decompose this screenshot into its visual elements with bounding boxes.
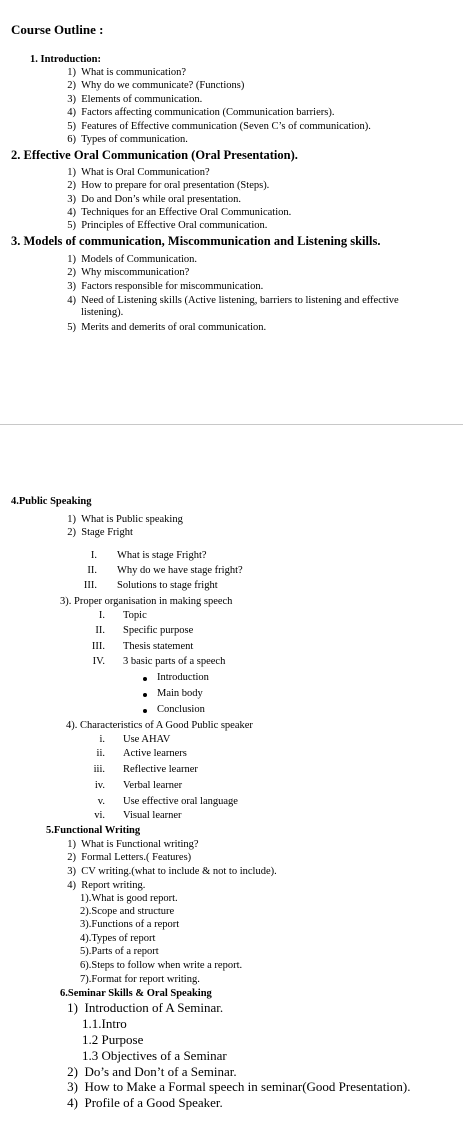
list-item: 1) What is Functional writing? <box>67 839 199 850</box>
bullet-icon <box>143 677 147 681</box>
list-item-text: Use effective oral language <box>123 796 238 807</box>
list-item: 1) Introduction of A Seminar. <box>67 1000 224 1015</box>
list-item-text: What is stage Fright? <box>117 550 207 561</box>
roman-numeral: iii. <box>93 764 105 775</box>
list-item: 4). Characteristics of A Good Public speaker <box>66 720 253 731</box>
section-4-heading: 4.Public Speaking <box>11 496 92 507</box>
list-item: 1.2 Purpose <box>82 1032 144 1047</box>
list-item: 1) Models of Communication. <box>67 254 198 265</box>
list-item-text: Thesis statement <box>123 641 194 652</box>
list-item: 7).Format for report writing. <box>80 974 200 985</box>
roman-numeral: II. <box>87 565 97 576</box>
roman-numeral: III. <box>91 641 105 652</box>
list-item: 6).Steps to follow when write a report. <box>80 960 243 971</box>
list-item: 4).Types of report <box>80 933 156 944</box>
list-item: 5) Principles of Effective Oral communication. <box>67 220 268 231</box>
roman-numeral: iv. <box>94 780 105 791</box>
list-item-text: Verbal learner <box>123 780 183 791</box>
roman-numeral: vi. <box>94 810 105 821</box>
roman-numeral: i. <box>99 734 105 745</box>
list-item: 1.3 Objectives of a Seminar <box>82 1048 227 1063</box>
list-item: 2) Why do we communicate? (Functions) <box>67 80 245 91</box>
list-item: 4) Need of Listening skills (Active listening, barriers to listening and effective <box>67 295 399 306</box>
list-item: 3) Do and Don’s while oral presentation. <box>67 194 242 205</box>
course-outline-title: Course Outline : <box>11 22 104 37</box>
list-item: 3) Factors responsible for miscommunication. <box>67 281 264 292</box>
list-item: 6) Types of communication. <box>67 134 188 145</box>
list-item: 4) Factors affecting communication (Communication barriers). <box>67 107 335 118</box>
list-item-text: Reflective learner <box>123 764 198 775</box>
list-item-text: Why do we have stage fright? <box>117 565 243 576</box>
list-item-text: Topic <box>123 610 147 621</box>
roman-numeral: IV. <box>92 656 105 667</box>
list-item-text: Visual learner <box>123 810 182 821</box>
list-item: 2) Stage Fright <box>67 527 133 538</box>
bullet-icon <box>143 709 147 713</box>
list-item: 4) Techniques for an Effective Oral Communication. <box>67 207 292 218</box>
list-item-text: Main body <box>157 688 203 699</box>
section-1-heading: 1. Introduction: <box>30 54 101 65</box>
list-item-text: 3 basic parts of a speech <box>123 656 226 667</box>
roman-numeral: ii. <box>96 748 105 759</box>
list-item: 3) Elements of communication. <box>67 94 203 105</box>
section-3-heading: 3. Models of communication, Miscommunication and Listening skills. <box>11 234 381 248</box>
list-item: 2) Why miscommunication? <box>67 267 190 278</box>
list-item: 1) What is communication? <box>67 67 187 78</box>
list-item: 1).What is good report. <box>80 893 178 904</box>
section-6-heading: 6.Seminar Skills & Oral Speaking <box>60 988 212 999</box>
list-item-text: Use AHAV <box>123 734 171 745</box>
list-item-text: Introduction <box>157 672 209 683</box>
roman-numeral: I. <box>90 550 97 561</box>
section-2-heading: 2. Effective Oral Communication (Oral Presentation). <box>11 148 298 162</box>
list-item: 1.1.Intro <box>82 1016 127 1031</box>
list-item: 1) What is Oral Communication? <box>67 167 210 178</box>
roman-numeral: v. <box>97 796 105 807</box>
list-item: 5).Parts of a report <box>80 946 159 957</box>
bullet-icon <box>143 693 147 697</box>
list-item: 3). Proper organisation in making speech <box>60 596 233 607</box>
section-5-heading: 5.Functional Writing <box>46 825 141 836</box>
list-item-text: Conclusion <box>157 704 205 715</box>
list-item: 2) How to prepare for oral presentation (Steps). <box>67 180 270 191</box>
list-item: 4) Profile of a Good Speaker. <box>67 1095 223 1110</box>
list-item-continuation: listening). <box>81 307 124 318</box>
roman-numeral: III. <box>83 580 97 591</box>
roman-numeral: I. <box>98 610 105 621</box>
list-item-text: Specific purpose <box>123 625 194 636</box>
list-item: 5) Merits and demerits of oral communication. <box>67 322 267 333</box>
list-item-text: Solutions to stage fright <box>117 580 218 591</box>
list-item: 1) What is Public speaking <box>67 514 183 525</box>
list-item: 2) Do’s and Don’t of a Seminar. <box>67 1064 237 1079</box>
list-item: 3) How to Make a Formal speech in seminar(Good Presentation). <box>67 1079 411 1094</box>
roman-numeral: II. <box>95 625 105 636</box>
list-item: 5) Features of Effective communication (Seven C’s of communication). <box>67 121 371 132</box>
list-item: 3) CV writing.(what to include & not to include). <box>67 866 277 877</box>
list-item-text: Active learners <box>123 748 187 759</box>
list-item: 2) Formal Letters.( Features) <box>67 852 192 863</box>
list-item: 4) Report writing. <box>67 880 146 891</box>
list-item: 2).Scope and structure <box>80 906 175 917</box>
list-item: 3).Functions of a report <box>80 919 180 930</box>
page-divider <box>0 424 463 425</box>
